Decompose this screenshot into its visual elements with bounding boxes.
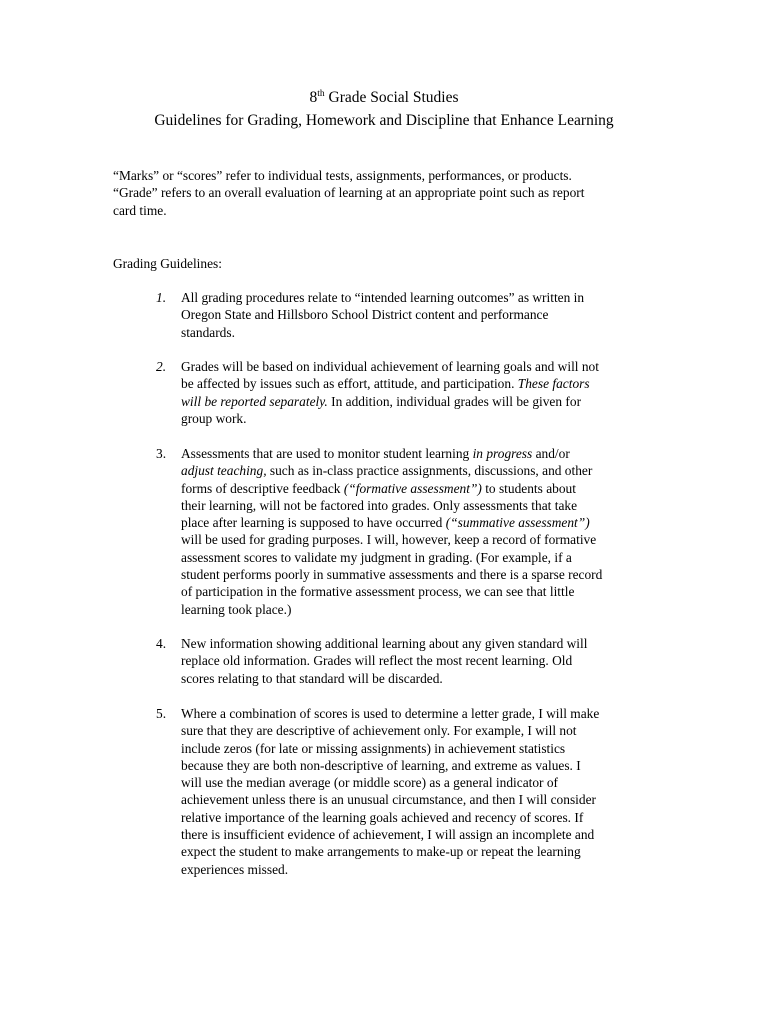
item-number: 3. xyxy=(156,446,167,461)
item-line: include zeros (for late or missing assignments) in achievement statistics xyxy=(181,740,566,756)
item-line: Assessments that are used to monitor student learning in progress and/or xyxy=(181,446,570,461)
item-line: of participation in the formative assessment process, we can see that little xyxy=(181,584,575,600)
item-line: All grading procedures relate to “intended learning outcomes” as written in xyxy=(181,290,585,305)
guideline-item-1 xyxy=(156,289,656,341)
item-line: will use the median average (or middle score) as a general indicator of xyxy=(181,775,559,791)
item-line: scores relating to that standard will be discarded. xyxy=(181,670,443,686)
item-line: relative importance of the learning goals achieved and recency of scores. If xyxy=(181,809,584,825)
grade-number: 8 xyxy=(309,89,318,106)
item-line: expect the student to make arrangements to make-up or repeat the learning xyxy=(181,844,581,860)
item-number: 4. xyxy=(156,636,167,651)
item-number: 2. xyxy=(156,359,167,374)
grade-suffix: th xyxy=(317,89,325,99)
item-line: there is insufficient evidence of achievement, I will assign an incomplete and xyxy=(181,827,595,843)
item-line: experiences missed. xyxy=(181,861,289,877)
item-body xyxy=(181,445,656,618)
guideline-item-2 xyxy=(156,358,656,427)
guideline-item-5 xyxy=(156,705,656,878)
item-body xyxy=(181,635,656,687)
grade-definition-line-1: “Grade” refers to an overall evaluation of learning at an appropriate point such as report xyxy=(113,185,585,201)
item-line: because they are both non-descriptive of learning, and extreme as values. I xyxy=(181,757,581,773)
item-line: will be reported separately. In addition, individual grades will be given for xyxy=(181,393,582,409)
title-line-1 xyxy=(0,88,768,108)
item-line: place after learning is supposed to have occurred (“summative assessment”) xyxy=(181,515,590,531)
item-line: New information showing additional learning about any given standard will xyxy=(181,636,588,651)
item-line: achievement unless there is an unusual circumstance, and then I will consider xyxy=(181,792,596,808)
item-line: be affected by issues such as effort, attitude, and participation. These factors xyxy=(181,376,590,392)
item-line: replace old information. Grades will reflect the most recent learning. Old xyxy=(181,653,573,669)
item-line: assessment scores to validate my judgment in grading. (For example, if a xyxy=(181,549,572,565)
marks-definition: “Marks” or “scores” refer to individual tests, assignments, performances, or products. xyxy=(113,168,572,183)
item-line: group work. xyxy=(181,410,247,426)
item-line: Grades will be based on individual achievement of learning goals and will not xyxy=(181,359,599,374)
item-line: adjust teaching, such as in-class practice assignments, discussions, and other xyxy=(181,463,593,479)
item-line: their learning, will not be factored into grades. Only assessments that take xyxy=(181,497,578,513)
item-body xyxy=(181,289,656,341)
item-number: 1. xyxy=(156,290,167,305)
document-title xyxy=(0,88,768,132)
item-line: forms of descriptive feedback (“formative assessment”) to students about xyxy=(181,480,576,496)
item-line: standards. xyxy=(181,324,235,340)
item-line: Where a combination of scores is used to determine a letter grade, I will make xyxy=(181,706,600,721)
item-line: Oregon State and Hillsboro School District content and performance xyxy=(181,307,549,323)
grade-definition-line-2: card time. xyxy=(113,202,167,218)
item-body xyxy=(181,705,656,878)
title-line-2: Guidelines for Grading, Homework and Discipline that Enhance Learning xyxy=(154,112,614,129)
item-body xyxy=(181,358,656,427)
guideline-item-4 xyxy=(156,635,656,687)
section-heading: Grading Guidelines: xyxy=(113,256,222,271)
item-line: student performs poorly in summative assessments and there is a sparse record xyxy=(181,567,603,583)
guideline-item-3 xyxy=(156,445,656,618)
title-subject: Grade Social Studies xyxy=(324,89,459,106)
definitions-paragraph xyxy=(113,167,658,219)
item-line: learning took place.) xyxy=(181,601,292,617)
item-line: sure that they are descriptive of achievement only. For example, I will not xyxy=(181,723,577,739)
item-line: will be used for grading purposes. I will, however, keep a record of formative xyxy=(181,532,597,548)
item-number: 5. xyxy=(156,706,167,721)
